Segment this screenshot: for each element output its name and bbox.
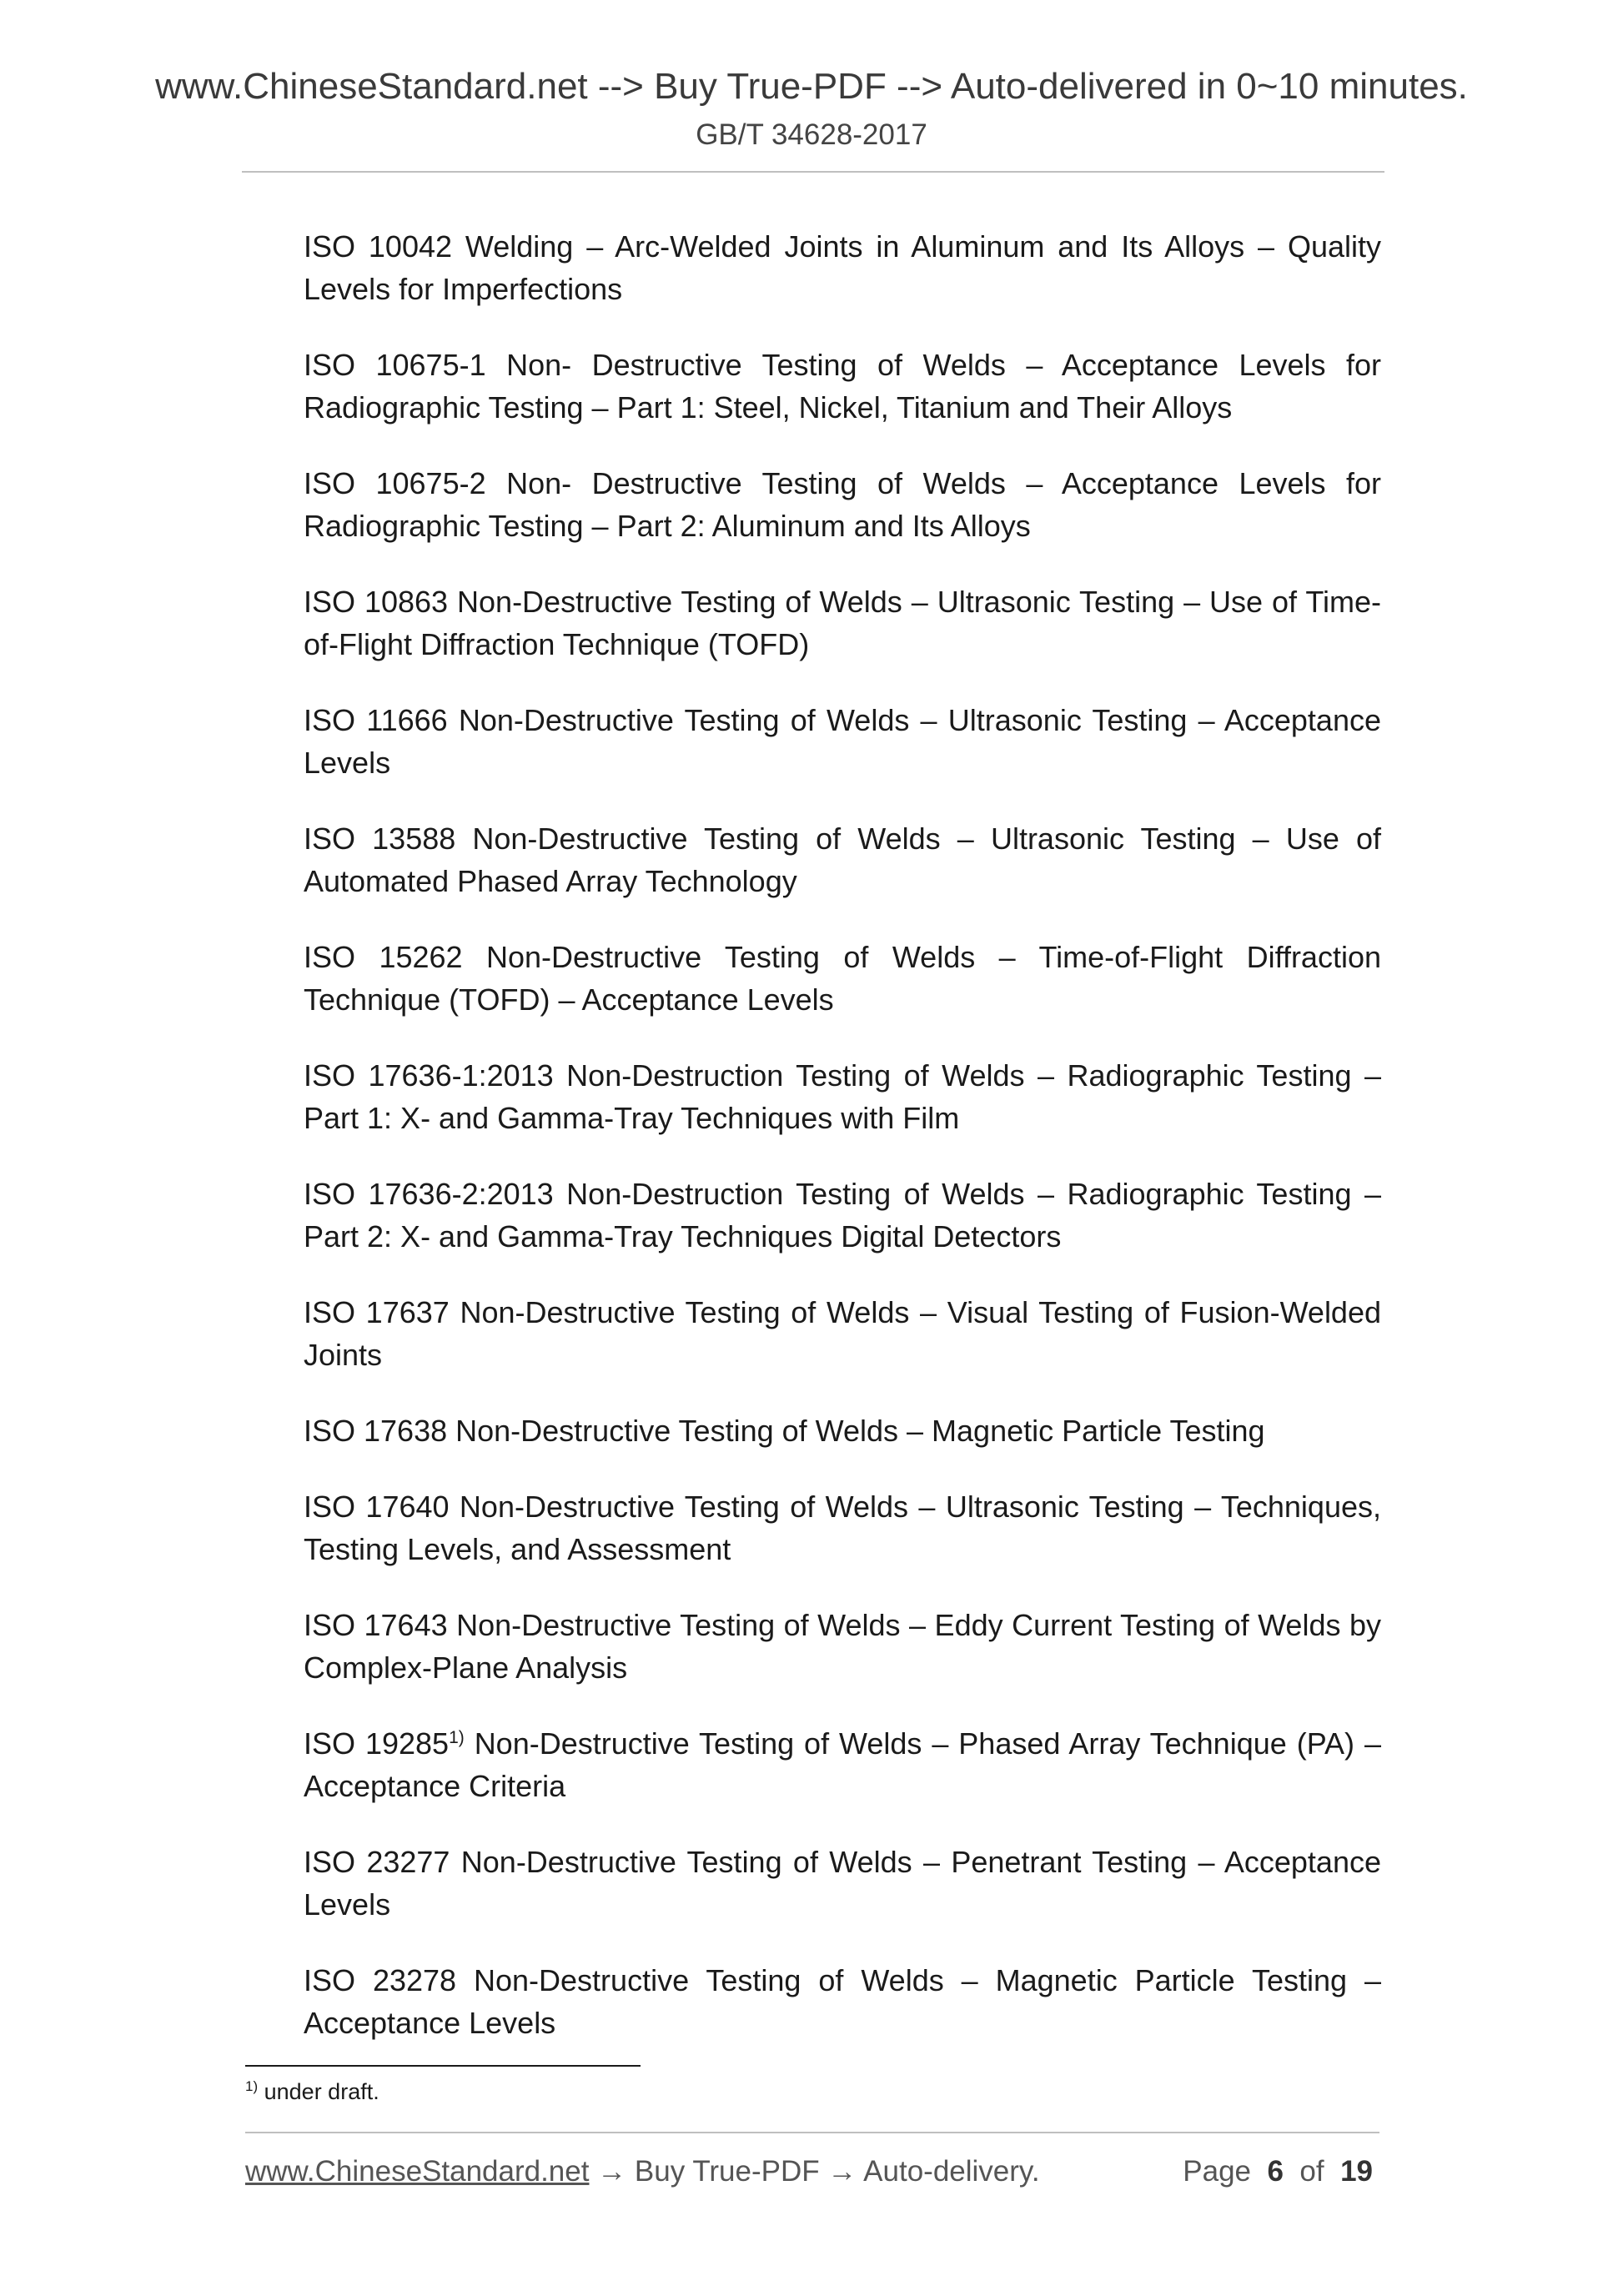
reference-item: ISO 17638 Non-Destructive Testing of Welds – Magnetic Particle Testing [304, 1414, 1265, 1448]
reference-item: ISO 17643 Non-Destructive Testing of Welds – Eddy Current Testing of Welds by Complex-Plane Analysis [304, 1608, 1381, 1685]
footer-divider [245, 2132, 1379, 2133]
normative-references-list [304, 225, 1381, 2077]
reference-item: ISO 17636-2:2013 Non-Destruction Testing of Welds – Radiographic Testing – Part 2: X- and Gamma-Tray Techniques Digital Detectors [304, 1177, 1381, 1254]
reference-item: ISO 23277 Non-Destructive Testing of Welds – Penetrant Testing – Acceptance Levels [304, 1845, 1381, 1922]
reference-item [304, 1722, 1381, 1807]
footnote-marker: 1) [245, 2078, 259, 2094]
reference-item: ISO 10675-1 Non- Destructive Testing of Welds – Acceptance Levels for Radiographic Testing – Part 1: Steel, Nickel, Titanium and Their Alloys [304, 348, 1381, 425]
standard-code: GB/T 34628-2017 [696, 118, 927, 151]
reference-item: ISO 17636-1:2013 Non-Destruction Testing of Welds – Radiographic Testing – Part 1: X- and Gamma-Tray Techniques with Film [304, 1058, 1381, 1135]
page-indicator [1183, 2153, 1373, 2190]
footnote [245, 2077, 379, 2107]
footer-link-line [245, 2153, 1040, 2190]
reference-item: ISO 10863 Non-Destructive Testing of Welds – Ultrasonic Testing – Use of Time-of-Flight Diffraction Technique (TOFD) [304, 585, 1381, 661]
header-divider [242, 171, 1384, 173]
reference-code: ISO 19285 [304, 1726, 450, 1761]
reference-item: ISO 13588 Non-Destructive Testing of Welds – Ultrasonic Testing – Use of Automated Phased Array Technology [304, 821, 1381, 898]
reference-item: ISO 10675-2 Non- Destructive Testing of Welds – Acceptance Levels for Radiographic Testing – Part 2: Aluminum and Its Alloys [304, 466, 1381, 543]
of-label: of [1299, 2155, 1324, 2188]
reference-item: ISO 11666 Non-Destructive Testing of Welds – Ultrasonic Testing – Acceptance Levels [304, 703, 1381, 780]
footer-tagline: → Buy True-PDF → Auto-delivery. [589, 2155, 1040, 2188]
total-pages: 19 [1340, 2155, 1373, 2188]
reference-title: Non-Destructive Testing of Welds – Phased Array Technique (PA) – Acceptance Criteria [304, 1726, 1381, 1803]
page-number: 6 [1267, 2155, 1284, 2188]
header-banner: www.ChineseStandard.net --> Buy True-PDF --> Auto-delivered in 0~10 minutes. [155, 66, 1468, 107]
reference-item: ISO 23278 Non-Destructive Testing of Welds – Magnetic Particle Testing – Acceptance Levels [304, 1963, 1381, 2040]
reference-item: ISO 10042 Welding – Arc-Welded Joints in Aluminum and Its Alloys – Quality Levels for Imperfections [304, 229, 1381, 306]
page-label: Page [1183, 2155, 1252, 2188]
reference-item: ISO 15262 Non-Destructive Testing of Welds – Time-of-Flight Diffraction Technique (TOFD) – Acceptance Levels [304, 940, 1381, 1017]
site-link[interactable]: www.ChineseStandard.net [245, 2155, 590, 2188]
reference-item: ISO 17637 Non-Destructive Testing of Welds – Visual Testing of Fusion-Welded Joints [304, 1295, 1381, 1372]
reference-item: ISO 17640 Non-Destructive Testing of Welds – Ultrasonic Testing – Techniques, Testing Levels, and Assessment [304, 1490, 1381, 1566]
footnote-marker[interactable]: 1) [449, 1728, 465, 1747]
footnote-divider [245, 2065, 641, 2067]
footnote-text: under draft. [258, 2079, 379, 2104]
